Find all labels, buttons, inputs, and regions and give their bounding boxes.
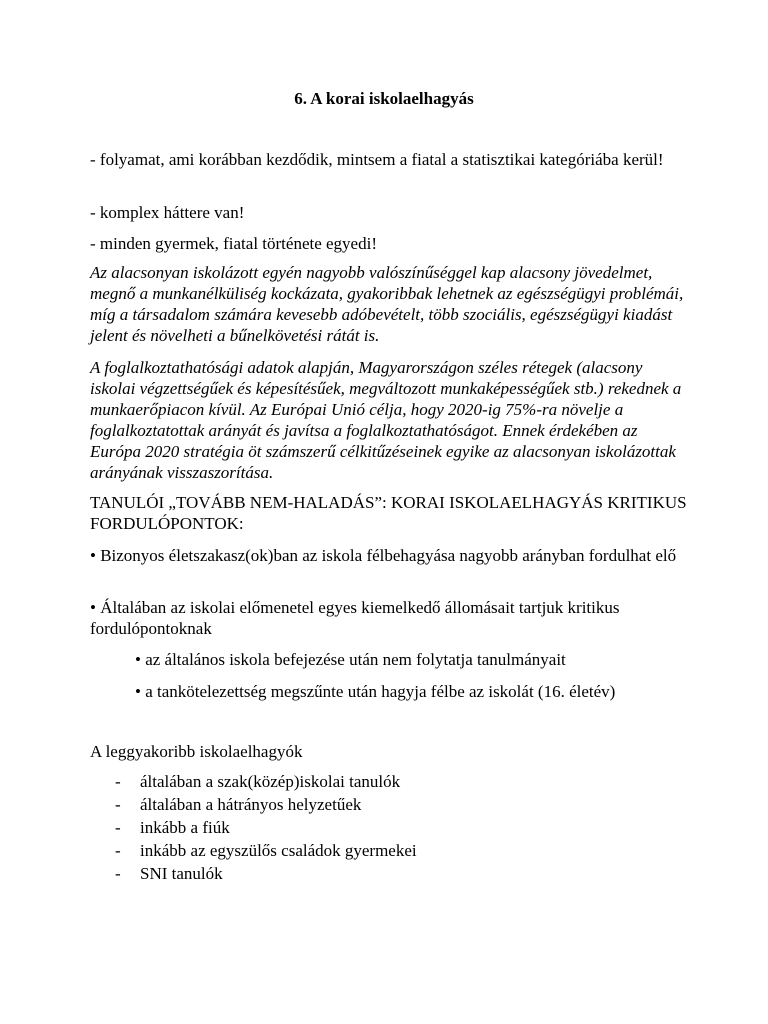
dash-marker: - bbox=[115, 772, 121, 791]
list-item-text: inkább a fiúk bbox=[140, 818, 230, 837]
list-item-text: inkább az egyszülős családok gyermekei bbox=[140, 841, 417, 860]
school-leavers-list bbox=[115, 771, 417, 886]
list-item bbox=[115, 817, 417, 840]
section-heading: TANULÓI „TOVÁBB NEM-HALADÁS”: KORAI ISKOLAELHAGYÁS KRITIKUS FORDULÓPONTOK: bbox=[90, 493, 687, 533]
list-item bbox=[115, 840, 417, 863]
bullet-item-2: • Általában az iskolai előmenetel egyes kiemelkedő állomásait tartjuk kritikus fordulópontoknak bbox=[90, 598, 620, 638]
intro-line-3: - minden gyermek, fiatal története egyedi! bbox=[90, 234, 377, 253]
list-item-text: általában a hátrányos helyzetűek bbox=[140, 795, 362, 814]
dash-marker: - bbox=[115, 818, 121, 837]
dash-marker: - bbox=[115, 864, 121, 883]
italic-paragraph-1: Az alacsonyan iskolázott egyén nagyobb valószínűséggel kap alacsony jövedelmet, megnő a munkanélküliség kockázata, gyakoribbak lehetnek az egészségügyi problémái, míg a társadalom számára kevesebb adóbevételt, több szociális, egészségügyi kiadást jelent és növelheti a bűnelkövetési rátát is. bbox=[90, 263, 684, 345]
sub-bullet-item-2: • a tankötelezettség megszűnte után hagyja félbe az iskolát (16. életév) bbox=[135, 682, 616, 701]
sub-bullet-item-1: • az általános iskola befejezése után nem folytatja tanulmányait bbox=[135, 650, 566, 669]
bullet-item-1: • Bizonyos életszakasz(ok)ban az iskola félbehagyása nagyobb arányban fordulhat elő bbox=[90, 546, 677, 565]
list-item-text: általában a szak(közép)iskolai tanulók bbox=[140, 772, 401, 791]
italic-paragraph-2: A foglalkoztathatósági adatok alapján, Magyarországon széles rétegek (alacsony iskolai végzettségűek és képesítésűek, megváltozott munkaképességűek stb.) rekednek a munkaerőpiacon kívül. Az Európai Unió célja, hogy 2020-ig 75%-ra növelje a foglalkoztatottak arányát és javítsa a foglalkoztathatóságot. Ennek érdekében az Európa 2020 stratégia öt számszerű célkitűzéseinek egyike az alacsonyan iskolázottak arányának visszaszorítása. bbox=[90, 358, 682, 482]
list-item bbox=[115, 771, 417, 794]
document-title: 6. A korai iskolaelhagyás bbox=[294, 89, 474, 108]
dash-marker: - bbox=[115, 795, 121, 814]
list-heading: A leggyakoribb iskolaelhagyók bbox=[90, 742, 303, 761]
dash-marker: - bbox=[115, 841, 121, 860]
intro-line-2: - komplex háttere van! bbox=[90, 203, 245, 222]
intro-line-1: - folyamat, ami korábban kezdődik, mintsem a fiatal a statisztikai kategóriába kerül! bbox=[90, 150, 664, 169]
list-item bbox=[115, 794, 417, 817]
list-item bbox=[115, 863, 417, 886]
list-item-text: SNI tanulók bbox=[140, 864, 223, 883]
